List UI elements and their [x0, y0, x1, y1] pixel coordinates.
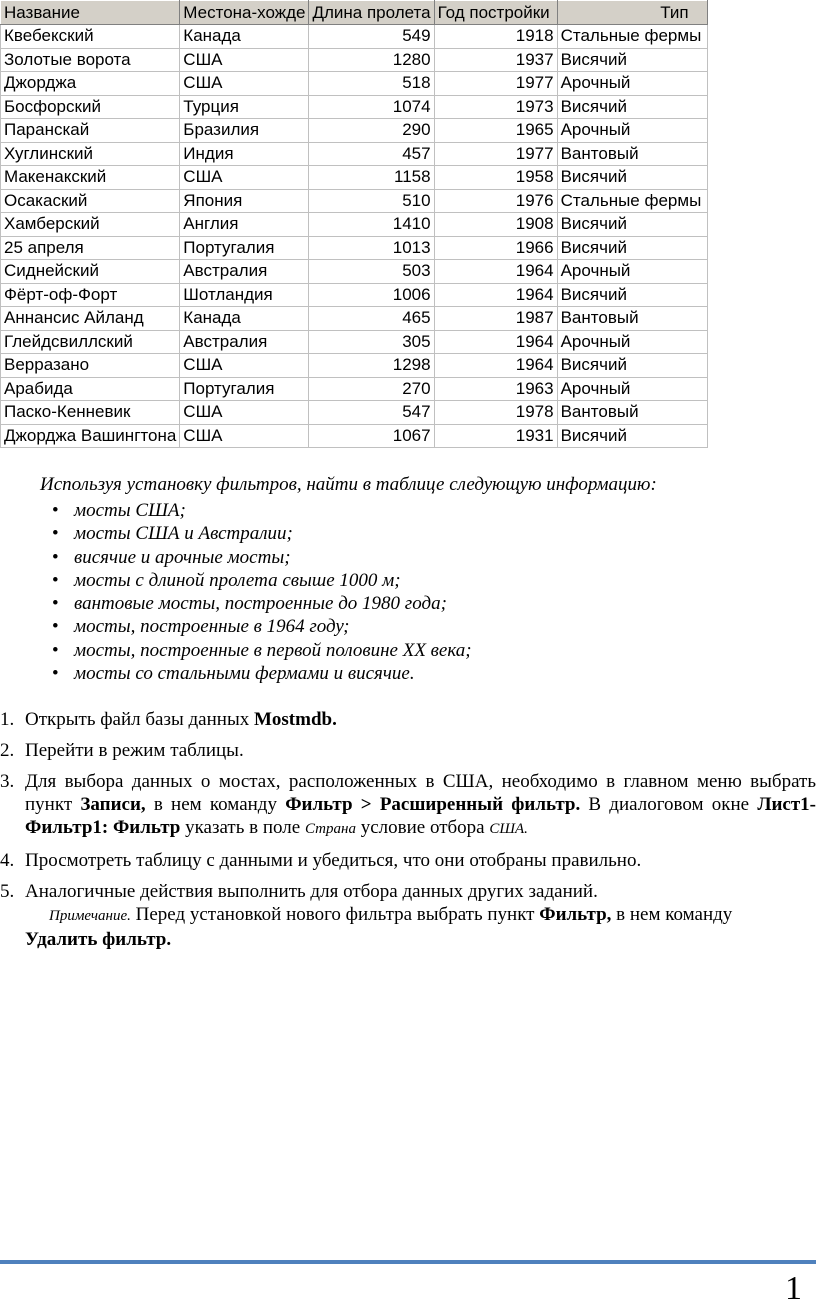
cell-name[interactable]: Джорджа: [1, 72, 180, 96]
cell-span[interactable]: 1074: [309, 95, 434, 119]
step-5: [0, 880, 816, 951]
cell-span[interactable]: 503: [309, 260, 434, 284]
bullet-text: вантовые мосты, построенные до 1980 года;: [74, 593, 447, 615]
cell-name[interactable]: Хамберский: [1, 213, 180, 237]
step-text: условие отбора: [355, 817, 490, 838]
cell-name[interactable]: Аннансис Айланд: [1, 307, 180, 331]
cell-name[interactable]: Босфорский: [1, 95, 180, 119]
cell-name[interactable]: Фёрт-оф-Форт: [1, 283, 180, 307]
step-3: [0, 770, 816, 841]
cell-year[interactable]: 1965: [434, 119, 557, 143]
cell-type[interactable]: Стальные фермы: [557, 25, 707, 49]
cell-year[interactable]: 1978: [434, 401, 557, 425]
step-2: [0, 739, 816, 762]
cell-name[interactable]: Осакаский: [1, 189, 180, 213]
column-header-span[interactable]: Длина пролета: [309, 1, 434, 25]
footer-rule: [0, 1260, 816, 1264]
cell-year[interactable]: 1964: [434, 260, 557, 284]
step-4: [0, 849, 816, 872]
cell-span[interactable]: 510: [309, 189, 434, 213]
column-header-name[interactable]: Название: [1, 1, 180, 25]
cell-type[interactable]: Вантовый: [557, 307, 707, 331]
column-header-year[interactable]: Год постройки: [434, 1, 557, 25]
cell-type[interactable]: Вантовый: [557, 142, 707, 166]
task-bullet-item: [52, 592, 472, 615]
cell-location[interactable]: Австралия: [180, 330, 309, 354]
cell-span[interactable]: 457: [309, 142, 434, 166]
step-text: Открыть файл базы данных: [25, 709, 254, 730]
cell-type[interactable]: Висячий: [557, 213, 707, 237]
table-row[interactable]: [1, 189, 708, 213]
bullet-text: мосты, построенные в 1964 году;: [74, 616, 350, 638]
cell-location[interactable]: США: [180, 48, 309, 72]
page-number: 1: [785, 1270, 802, 1307]
table-row[interactable]: [1, 236, 708, 260]
cell-name[interactable]: Квебекский: [1, 25, 180, 49]
cell-year[interactable]: 1918: [434, 25, 557, 49]
step-number: 5.: [0, 881, 15, 902]
bullet-icon: •: [52, 523, 59, 545]
step-text: В диалоговом окне: [580, 794, 758, 815]
cell-span[interactable]: 518: [309, 72, 434, 96]
step-text: в нем команду: [145, 794, 286, 815]
cell-location[interactable]: США: [180, 424, 309, 448]
dialog-name: Лист1-Фильтр1: Фильтр: [25, 794, 816, 838]
bullet-icon: •: [52, 500, 59, 521]
task-bullet-item: [52, 522, 472, 545]
cell-year[interactable]: 1977: [434, 142, 557, 166]
cell-span[interactable]: 1298: [309, 354, 434, 378]
cell-span[interactable]: 1280: [309, 48, 434, 72]
step-1: [0, 708, 816, 731]
cell-location[interactable]: США: [180, 354, 309, 378]
step-text: Аналогичные действия выполнить для отбора данных других заданий.: [25, 881, 598, 902]
command-remove-filter: Удалить фильтр.: [25, 929, 172, 950]
cell-name[interactable]: Арабида: [1, 377, 180, 401]
task-bullet-item: [52, 499, 472, 522]
cell-location[interactable]: Англия: [180, 213, 309, 237]
criteria-value: США.: [489, 821, 528, 837]
cell-year[interactable]: 1964: [434, 283, 557, 307]
task-intro: Используя установку фильтров, найти в таблице следующую информацию:: [40, 474, 657, 495]
cell-name[interactable]: 25 апреля: [1, 236, 180, 260]
table-row[interactable]: [1, 377, 708, 401]
task-bullet-item: [52, 546, 472, 569]
cell-year[interactable]: 1976: [434, 189, 557, 213]
cell-location[interactable]: США: [180, 72, 309, 96]
cell-type[interactable]: Висячий: [557, 95, 707, 119]
cell-type[interactable]: Висячий: [557, 166, 707, 190]
note-label: Примечание.: [49, 908, 131, 924]
cell-name[interactable]: Глейдсвиллский: [1, 330, 180, 354]
cell-span[interactable]: 1067: [309, 424, 434, 448]
bullet-icon: •: [52, 616, 59, 638]
cell-year[interactable]: 1964: [434, 330, 557, 354]
cell-location[interactable]: Шотландия: [180, 283, 309, 307]
cell-type[interactable]: Висячий: [557, 354, 707, 378]
cell-type[interactable]: Арочный: [557, 119, 707, 143]
cell-name[interactable]: Макенакский: [1, 166, 180, 190]
bullet-icon: •: [52, 663, 59, 685]
step-text: указать в поле: [180, 817, 305, 838]
table-row[interactable]: [1, 95, 708, 119]
cell-name[interactable]: Хуглинский: [1, 142, 180, 166]
cell-name[interactable]: Джорджа Вашингтона: [1, 424, 180, 448]
task-bullet-item: [52, 615, 472, 638]
table-row[interactable]: [1, 354, 708, 378]
table-row[interactable]: [1, 48, 708, 72]
cell-name[interactable]: Золотые ворота: [1, 48, 180, 72]
table-row[interactable]: [1, 213, 708, 237]
cell-year[interactable]: 1908: [434, 213, 557, 237]
table-row[interactable]: [1, 424, 708, 448]
datasheet-body: [1, 25, 708, 448]
cell-span[interactable]: 270: [309, 377, 434, 401]
bridges-datasheet: [0, 0, 708, 448]
cell-location[interactable]: США: [180, 401, 309, 425]
cell-type[interactable]: Арочный: [557, 260, 707, 284]
bullet-icon: •: [52, 569, 59, 591]
cell-type[interactable]: Арочный: [557, 377, 707, 401]
bullet-text: мосты США;: [74, 500, 186, 521]
cell-type[interactable]: Висячий: [557, 236, 707, 260]
column-header-location[interactable]: Местона-хожде: [180, 1, 309, 25]
cell-location[interactable]: Бразилия: [180, 119, 309, 143]
cell-year[interactable]: 1977: [434, 72, 557, 96]
bullet-text: мосты США и Австралии;: [74, 523, 293, 545]
cell-type[interactable]: Стальные фермы: [557, 189, 707, 213]
table-row[interactable]: [1, 330, 708, 354]
step-number: 1.: [0, 709, 15, 730]
cell-type[interactable]: Висячий: [557, 424, 707, 448]
table-row[interactable]: [1, 401, 708, 425]
file-name: Mostmdb.: [253, 709, 337, 730]
cell-type[interactable]: Арочный: [557, 330, 707, 354]
cell-year[interactable]: 1973: [434, 95, 557, 119]
cell-name[interactable]: Верразано: [1, 354, 180, 378]
cell-span[interactable]: 547: [309, 401, 434, 425]
bullet-icon: •: [52, 546, 59, 568]
bullet-text: мосты, построенные в первой половине XX века;: [74, 639, 472, 661]
table-row[interactable]: [1, 166, 708, 190]
cell-span[interactable]: 305: [309, 330, 434, 354]
cell-span[interactable]: 290: [309, 119, 434, 143]
cell-location[interactable]: Португалия: [180, 236, 309, 260]
cell-span[interactable]: 1410: [309, 213, 434, 237]
task-bullet-item: [52, 662, 472, 685]
cell-location[interactable]: США: [180, 166, 309, 190]
cell-location[interactable]: Канада: [180, 307, 309, 331]
table-row[interactable]: [1, 283, 708, 307]
cell-location[interactable]: Япония: [180, 189, 309, 213]
bullet-text: висячие и арочные мосты;: [74, 546, 291, 568]
bullet-icon: •: [52, 639, 59, 661]
table-row[interactable]: [1, 119, 708, 143]
cell-location[interactable]: Португалия: [180, 377, 309, 401]
note: [25, 903, 816, 928]
cell-span[interactable]: 1158: [309, 166, 434, 190]
cell-type[interactable]: Вантовый: [557, 401, 707, 425]
cell-name[interactable]: Сиднейский: [1, 260, 180, 284]
cell-span[interactable]: 465: [309, 307, 434, 331]
table-row[interactable]: [1, 260, 708, 284]
task-bullet-item: [52, 569, 472, 592]
datasheet-header-row: [1, 1, 708, 25]
table-row[interactable]: [1, 307, 708, 331]
cell-year[interactable]: 1931: [434, 424, 557, 448]
cell-type[interactable]: Висячий: [557, 48, 707, 72]
field-name: Страна: [304, 821, 356, 837]
bullet-icon: •: [52, 593, 59, 615]
cell-year[interactable]: 1958: [434, 166, 557, 190]
step-text: Перейти в режим таблицы.: [25, 740, 244, 761]
task-bullet-item: [52, 639, 472, 662]
note-text: в нем команду: [611, 904, 733, 925]
bullet-text: мосты с длиной пролета свыше 1000 м;: [74, 569, 401, 591]
task-bullet-list: [52, 499, 472, 685]
cell-year[interactable]: 1963: [434, 377, 557, 401]
menu-records: Записи,: [80, 794, 146, 815]
cell-year[interactable]: 1964: [434, 354, 557, 378]
cell-type[interactable]: Арочный: [557, 72, 707, 96]
table-row[interactable]: [1, 25, 708, 49]
table-row[interactable]: [1, 72, 708, 96]
cell-span[interactable]: 1006: [309, 283, 434, 307]
cell-span[interactable]: 549: [309, 25, 434, 49]
cell-location[interactable]: Индия: [180, 142, 309, 166]
step-number: 4.: [0, 850, 15, 871]
step-number: 3.: [0, 771, 15, 792]
cell-name[interactable]: Паско-Кенневик: [1, 401, 180, 425]
note-text: Перед установкой нового фильтра выбрать пункт: [130, 904, 540, 925]
step-number: 2.: [0, 740, 15, 761]
cell-name[interactable]: Паранскай: [1, 119, 180, 143]
table-row[interactable]: [1, 142, 708, 166]
cell-type[interactable]: Висячий: [557, 283, 707, 307]
cell-year[interactable]: 1987: [434, 307, 557, 331]
step-text: Просмотреть таблицу с данными и убедиться, что они отобраны правильно.: [25, 850, 642, 871]
cell-year[interactable]: 1966: [434, 236, 557, 260]
cell-location[interactable]: Канада: [180, 25, 309, 49]
instruction-steps: [0, 708, 816, 959]
cell-location[interactable]: Турция: [180, 95, 309, 119]
column-header-type[interactable]: Тип: [557, 1, 707, 25]
menu-advanced-filter: Фильтр > Расширенный фильтр.: [285, 794, 581, 815]
bullet-text: мосты со стальными фермами и висячие.: [74, 663, 415, 685]
cell-span[interactable]: 1013: [309, 236, 434, 260]
cell-year[interactable]: 1937: [434, 48, 557, 72]
menu-filter: Фильтр,: [539, 904, 612, 925]
step-text: Для выбора данных о мостах, расположенных в США, необходимо в главном меню выбрать пункт: [25, 771, 816, 815]
cell-location[interactable]: Австралия: [180, 260, 309, 284]
